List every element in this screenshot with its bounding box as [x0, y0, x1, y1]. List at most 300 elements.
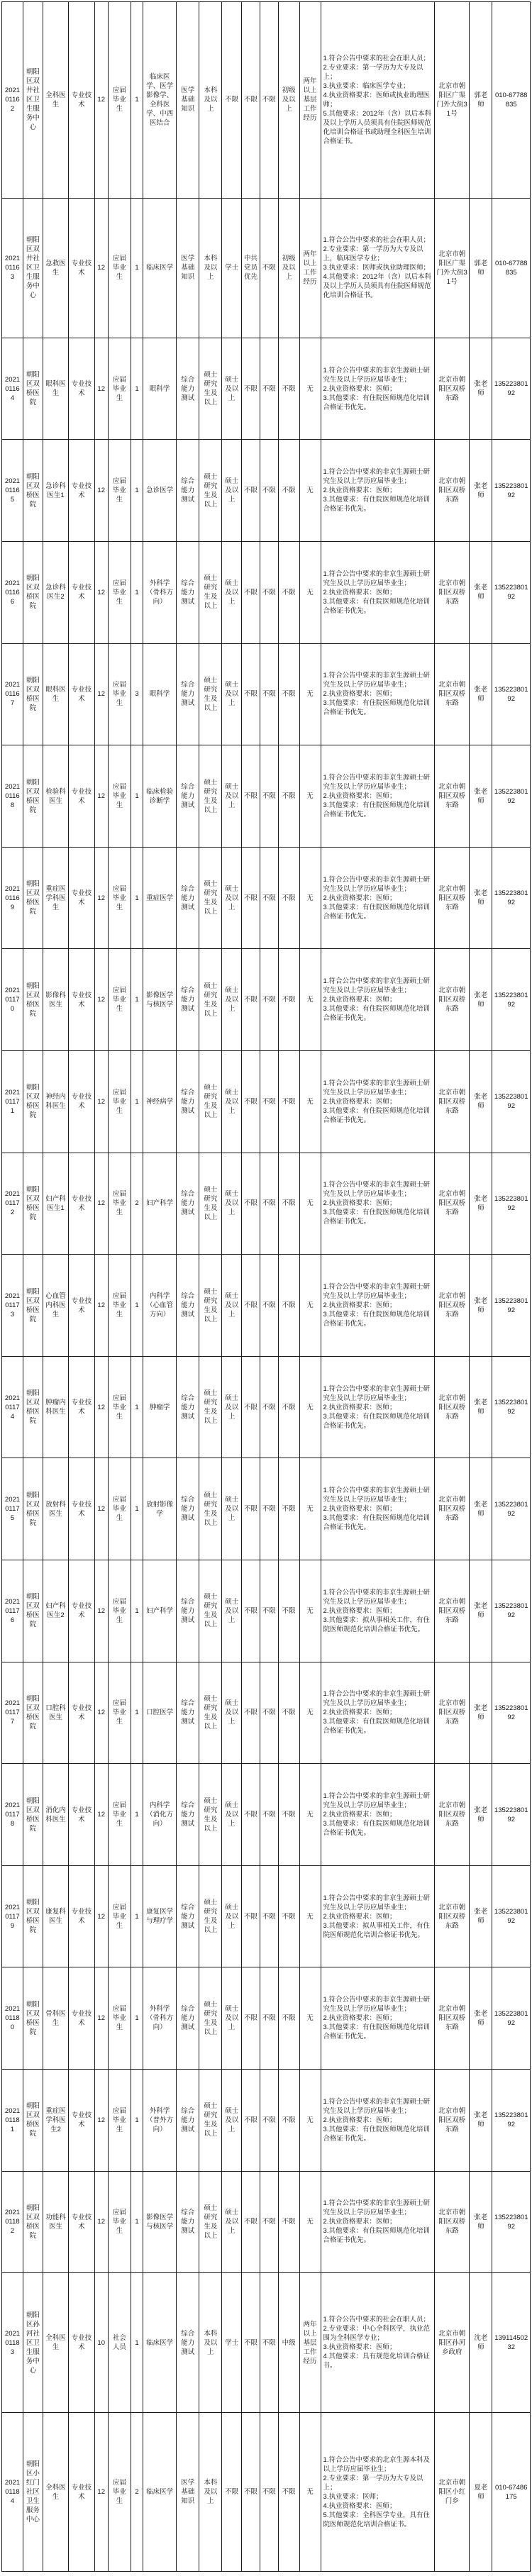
title-requirement: 不限 [278, 1255, 299, 1357]
position-level: 12 [94, 1967, 108, 2070]
interview-address: 北京市朝阳区双桥东路 [435, 949, 470, 1051]
degree-requirement: 不限 [222, 2413, 242, 2572]
position-name: 检验科医生 [43, 745, 68, 848]
other-condition: 无 [299, 2413, 321, 2572]
hiring-count: 1 [131, 2069, 143, 2171]
degree-requirement: 硕士及以上 [222, 2171, 242, 2273]
contact-phone: 13522380192 [492, 338, 531, 440]
other-condition: 两年以上基层工作经历 [299, 2, 321, 199]
age-requirement: 不限 [260, 2273, 278, 2413]
table-row [2, 847, 531, 949]
interview-address: 北京市朝阳区双桥东路 [435, 542, 470, 644]
candidate-source: 社会人员 [108, 2273, 131, 2413]
position-type: 专业技术 [69, 338, 94, 440]
requirement-line: 3.其他要求：有住院医师规范化培训合格证书优先。 [323, 801, 430, 819]
detailed-requirements [321, 1051, 435, 1153]
title-requirement: 不限 [278, 949, 299, 1051]
contact-phone: 010-67788835 [492, 2, 531, 199]
position-name: 神经内科医生 [43, 1051, 68, 1153]
politics-requirement: 不限 [242, 1051, 260, 1153]
position-name: 全科医生 [43, 2, 68, 199]
table-row [2, 1255, 531, 1357]
detailed-requirements [321, 2273, 435, 2413]
detailed-requirements [321, 1153, 435, 1255]
contact-phone: 010-67788835 [492, 198, 531, 338]
detailed-requirements [321, 1560, 435, 1662]
contact-person: 郭老师 [470, 198, 492, 338]
position-level: 10 [94, 2273, 108, 2413]
candidate-source: 应届毕业生 [108, 1051, 131, 1153]
contact-phone: 13522380192 [492, 1356, 531, 1458]
degree-requirement: 硕士及以上 [222, 542, 242, 644]
interview-address: 北京市朝阳区双桥东路 [435, 1865, 470, 1967]
other-condition: 两年以上基层工作经历 [299, 2273, 321, 2413]
other-condition: 无 [299, 1051, 321, 1153]
contact-person: 郭老师 [470, 2, 492, 199]
position-level: 12 [94, 2069, 108, 2171]
requirement-line: 3.其他要求：有住院医师规范化培训合格证书优先。 [323, 699, 430, 717]
exam-subject: 综合能力测试 [177, 1458, 199, 1560]
contact-phone: 13522380192 [492, 1255, 531, 1357]
requirement-line: 1.符合公告中要求的非京生源硕士研究生及以上学历应届毕业生； [323, 774, 430, 792]
education-requirement: 硕士研究生及以上 [199, 542, 222, 644]
other-condition: 无 [299, 338, 321, 440]
age-requirement: 不限 [260, 2, 278, 199]
contact-person: 张老师 [470, 440, 492, 542]
contact-phone: 13522380192 [492, 542, 531, 644]
degree-requirement: 硕士及以上 [222, 338, 242, 440]
age-requirement: 不限 [260, 1153, 278, 1255]
exam-subject: 综合能力测试 [177, 440, 199, 542]
politics-requirement: 不限 [242, 1764, 260, 1866]
contact-person: 张老师 [470, 1153, 492, 1255]
employer-unit: 朝阳区双桥医院 [23, 1255, 43, 1357]
table-row [2, 1967, 531, 2070]
title-requirement: 不限 [278, 745, 299, 848]
contact-phone: 13522380192 [492, 1662, 531, 1764]
detailed-requirements [321, 1764, 435, 1866]
title-requirement: 不限 [278, 440, 299, 542]
required-major: 急诊医学 [143, 440, 177, 542]
hiring-count: 1 [131, 847, 143, 949]
age-requirement: 不限 [260, 949, 278, 1051]
requirement-line: 2.执业资格要求：医师； [323, 1199, 397, 1208]
requirement-line: 2.专业要求：第一学历为大专及以上； [323, 63, 423, 81]
hiring-count: 1 [131, 745, 143, 848]
requirement-line: 2.执业资格要求：医师； [323, 588, 397, 596]
required-major: 外科学（普外方向） [143, 2069, 177, 2171]
position-level: 12 [94, 1051, 108, 1153]
position-type: 专业技术 [69, 1356, 94, 1458]
candidate-source: 应届毕业生 [108, 1356, 131, 1458]
interview-address: 北京市朝阳区双桥东路 [435, 2069, 470, 2171]
title-requirement: 不限 [278, 1967, 299, 2070]
candidate-source: 应届毕业生 [108, 643, 131, 745]
politics-requirement: 不限 [242, 949, 260, 1051]
position-code: 202101165 [2, 440, 23, 542]
detailed-requirements [321, 2413, 435, 2572]
position-level: 12 [94, 1255, 108, 1357]
requirement-line: 2.执业资格要求：医师； [323, 792, 397, 801]
table-row [2, 1560, 531, 1662]
position-name: 重症医学科医生2 [43, 2069, 68, 2171]
requirement-line: 4.其他要求：2012年（含）以后本科及以上学历人员须具有住院医师规范化培训合格证书。 [323, 273, 432, 300]
candidate-source: 应届毕业生 [108, 745, 131, 848]
contact-person: 张老师 [470, 949, 492, 1051]
title-requirement: 不限 [278, 542, 299, 644]
contact-person: 张老师 [470, 847, 492, 949]
table-row [2, 2069, 531, 2171]
contact-phone: 010-67486175 [492, 2413, 531, 2572]
hiring-count: 2 [131, 2413, 143, 2572]
contact-phone: 13522380192 [492, 2069, 531, 2171]
table-row [2, 440, 531, 542]
age-requirement: 不限 [260, 440, 278, 542]
requirement-line: 4.其他要求：具有规范化培训合格证书。 [323, 2353, 430, 2370]
position-code: 202101173 [2, 1255, 23, 1357]
hiring-count: 1 [131, 1255, 143, 1357]
position-code: 202101176 [2, 1560, 23, 1662]
required-major: 临床检验诊断学 [143, 745, 177, 848]
exam-subject: 综合能力测试 [177, 1255, 199, 1357]
other-condition: 无 [299, 1764, 321, 1866]
employer-unit: 朝阳区孙河社区卫生服务中心 [23, 2273, 43, 2413]
position-level: 12 [94, 1662, 108, 1764]
table-row [2, 2171, 531, 2273]
hiring-count: 1 [131, 338, 143, 440]
interview-address: 北京市朝阳区双桥东路 [435, 1051, 470, 1153]
other-condition: 无 [299, 1356, 321, 1458]
position-code: 202101168 [2, 745, 23, 848]
required-major: 重症医学 [143, 847, 177, 949]
required-major: 临床医学 [143, 2273, 177, 2413]
detailed-requirements [321, 1356, 435, 1458]
requirement-line: 2.执业资格要求：医师； [323, 384, 397, 393]
employer-unit: 朝阳区双桥医院 [23, 1865, 43, 1967]
contact-phone: 13522380192 [492, 1764, 531, 1866]
table-row [2, 949, 531, 1051]
exam-subject: 综合能力测试 [177, 2171, 199, 2273]
interview-address: 北京市朝阳区双桥东路 [435, 1560, 470, 1662]
position-type: 专业技术 [69, 2413, 94, 2572]
education-requirement: 硕士研究生及以上 [199, 847, 222, 949]
education-requirement: 硕士研究生及以上 [199, 1255, 222, 1357]
requirement-line: 3.其他要求：有住院医师规范化培训合格证书优先。 [323, 2125, 430, 2143]
exam-subject: 综合能力测试 [177, 338, 199, 440]
position-code: 202101170 [2, 949, 23, 1051]
hiring-count: 1 [131, 440, 143, 542]
candidate-source: 应届毕业生 [108, 542, 131, 644]
position-level: 12 [94, 643, 108, 745]
position-name: 放射科医生 [43, 1458, 68, 1560]
age-requirement: 不限 [260, 338, 278, 440]
interview-address: 北京市朝阳区双桥东路 [435, 1153, 470, 1255]
hiring-count: 1 [131, 198, 143, 338]
position-code: 202101163 [2, 198, 23, 338]
detailed-requirements [321, 1865, 435, 1967]
position-level: 12 [94, 1764, 108, 1866]
age-requirement: 不限 [260, 1764, 278, 1866]
position-type: 专业技术 [69, 2171, 94, 2273]
politics-requirement: 不限 [242, 2273, 260, 2413]
contact-phone: 13522380192 [492, 1865, 531, 1967]
position-code: 202101169 [2, 847, 23, 949]
contact-person: 张老师 [470, 338, 492, 440]
education-requirement: 本科及以上 [199, 2413, 222, 2572]
requirement-line: 4.执业资格要求：医师； [323, 2502, 397, 2510]
position-type: 专业技术 [69, 1967, 94, 2070]
hiring-count: 1 [131, 1764, 143, 1866]
required-major: 康复医学与理疗学 [143, 1865, 177, 1967]
detailed-requirements [321, 1458, 435, 1560]
age-requirement: 不限 [260, 1865, 278, 1967]
candidate-source: 应届毕业生 [108, 847, 131, 949]
position-type: 专业技术 [69, 542, 94, 644]
requirement-line: 3.其他要求：拟从事相关工作，有住院医师规范化培训合格证书优先。 [323, 1616, 430, 1633]
age-requirement: 不限 [260, 2413, 278, 2572]
position-type: 专业技术 [69, 745, 94, 848]
position-code: 202101164 [2, 338, 23, 440]
position-name: 全科医生 [43, 2413, 68, 2572]
requirement-line: 3.其他要求：有住院医师规范化培训合格证书优先。 [323, 496, 430, 513]
contact-person: 张老师 [470, 2171, 492, 2273]
candidate-source: 应届毕业生 [108, 1662, 131, 1764]
position-name: 重症医学科医生 [43, 847, 68, 949]
contact-phone: 13522380192 [492, 643, 531, 745]
hiring-count: 1 [131, 542, 143, 644]
other-condition: 无 [299, 1255, 321, 1357]
age-requirement: 不限 [260, 847, 278, 949]
employer-unit: 朝阳区双桥医院 [23, 440, 43, 542]
contact-person: 张老师 [470, 1967, 492, 2070]
candidate-source: 应届毕业生 [108, 1153, 131, 1255]
requirement-line: 1.符合公告中要求的社会在职人员； [323, 236, 430, 245]
other-condition: 无 [299, 745, 321, 848]
exam-subject: 综合能力测试 [177, 2069, 199, 2171]
position-name: 妇产科医生2 [43, 1560, 68, 1662]
hiring-count: 3 [131, 643, 143, 745]
exam-subject: 综合能力测试 [177, 643, 199, 745]
contact-phone: 13522380192 [492, 1458, 531, 1560]
required-major: 妇产科学 [143, 1560, 177, 1662]
position-name: 急诊科医生1 [43, 440, 68, 542]
candidate-source: 应届毕业生 [108, 2069, 131, 2171]
requirement-line: 1.符合公告中要求的非京生源硕士研究生及以上学历应届毕业生； [323, 2199, 430, 2217]
required-major: 外科学（骨科方向） [143, 542, 177, 644]
exam-subject: 综合能力测试 [177, 1865, 199, 1967]
detailed-requirements [321, 1967, 435, 2070]
education-requirement: 硕士研究生及以上 [199, 1764, 222, 1866]
age-requirement: 不限 [260, 1662, 278, 1764]
employer-unit: 朝阳区双桥医院 [23, 1662, 43, 1764]
detailed-requirements [321, 198, 435, 338]
age-requirement: 不限 [260, 745, 278, 848]
position-level: 12 [94, 745, 108, 848]
hiring-count: 1 [131, 1865, 143, 1967]
interview-address: 北京市朝阳区孙河乡政府 [435, 2273, 470, 2413]
other-condition: 两年以上工作经历 [299, 198, 321, 338]
position-level: 12 [94, 198, 108, 338]
employer-unit: 朝阳区双桥医院 [23, 745, 43, 848]
requirement-line: 1.符合公告中要求的非京生源硕士研究生及以上学历应届毕业生； [323, 1487, 430, 1504]
position-type: 专业技术 [69, 847, 94, 949]
position-code: 202101175 [2, 1458, 23, 1560]
contact-phone: 13522380192 [492, 2171, 531, 2273]
position-code: 202101177 [2, 1662, 23, 1764]
politics-requirement: 不限 [242, 1560, 260, 1662]
interview-address: 北京市朝阳区双桥东路 [435, 1356, 470, 1458]
position-level: 12 [94, 542, 108, 644]
contact-person: 张老师 [470, 542, 492, 644]
required-major: 影像医学与核医学 [143, 2171, 177, 2273]
position-type: 专业技术 [69, 2273, 94, 2413]
politics-requirement: 不限 [242, 2413, 260, 2572]
requirement-line: 1.符合公告中要求的非京生源硕士研究生及以上学历应届毕业生； [323, 1384, 430, 1402]
contact-person: 张老师 [470, 1356, 492, 1458]
employer-unit: 朝阳区双桥医院 [23, 2069, 43, 2171]
required-major: 妇产科学 [143, 1153, 177, 1255]
requirement-line: 1.符合公告中要求的非京生源硕士研究生及以上学历应届毕业生； [323, 1996, 430, 2014]
age-requirement: 不限 [260, 1051, 278, 1153]
requirement-line: 2.专业要求：第一学历为大专及以上； [323, 2474, 423, 2492]
detailed-requirements [321, 1255, 435, 1357]
requirement-line: 3.其他要求：有住院医师规范化培训合格证书优先。 [323, 1209, 430, 1226]
position-type: 专业技术 [69, 2069, 94, 2171]
contact-phone: 13522380192 [492, 1967, 531, 2070]
requirement-line: 3.其他要求：拟从事相关工作，有住院医师规范化培训合格证书优先。 [323, 1921, 430, 1939]
candidate-source: 应届毕业生 [108, 440, 131, 542]
position-type: 专业技术 [69, 643, 94, 745]
exam-subject: 综合能力测试 [177, 1560, 199, 1662]
education-requirement: 本科及以上 [199, 2, 222, 199]
requirement-line: 3.其他要求：有住院医师规范化培训合格证书优先。 [323, 1514, 430, 1532]
degree-requirement: 硕士及以上 [222, 1560, 242, 1662]
degree-requirement: 硕士及以上 [222, 1662, 242, 1764]
exam-subject: 综合能力测试 [177, 542, 199, 644]
education-requirement: 本科及以上 [199, 2273, 222, 2413]
table-row [2, 1662, 531, 1764]
title-requirement: 不限 [278, 1865, 299, 1967]
degree-requirement: 不限 [222, 2, 242, 199]
interview-address: 北京市朝阳区双桥东路 [435, 643, 470, 745]
education-requirement: 硕士研究生及以上 [199, 1153, 222, 1255]
requirement-line: 1.符合公告中要求的非京生源硕士研究生及以上学历应届毕业生； [323, 977, 430, 995]
interview-address: 北京市朝阳区双桥东路 [435, 338, 470, 440]
requirement-line: 3.其他要求：有住院医师规范化培训合格证书优先。 [323, 394, 430, 411]
candidate-source: 应届毕业生 [108, 1560, 131, 1662]
requirement-line: 2.执业资格要求：医师； [323, 1709, 397, 1717]
contact-person: 张老师 [470, 1458, 492, 1560]
interview-address: 北京市朝阳区双桥东路 [435, 1967, 470, 2070]
position-name: 康复科医生 [43, 1865, 68, 1967]
requirement-line: 1.符合公告中要求的非京生源硕士研究生及以上学历应届毕业生； [323, 1894, 430, 1911]
position-name: 骨科医生 [43, 1967, 68, 2070]
required-major: 临床医学 [143, 198, 177, 338]
politics-requirement: 不限 [242, 2, 260, 199]
contact-person: 张老师 [470, 745, 492, 848]
hiring-count: 1 [131, 1967, 143, 2070]
employer-unit: 朝阳区双井社区卫生服务中心 [23, 2, 43, 199]
education-requirement: 硕士研究生及以上 [199, 2171, 222, 2273]
interview-address: 北京市朝阳区双桥东路 [435, 745, 470, 848]
other-condition: 无 [299, 1560, 321, 1662]
position-type: 专业技术 [69, 1051, 94, 1153]
position-type: 专业技术 [69, 1458, 94, 1560]
interview-address: 北京市朝阳区双桥东路 [435, 440, 470, 542]
interview-address: 北京市朝阳区广渠门外大街31号 [435, 198, 470, 338]
candidate-source: 应届毕业生 [108, 2, 131, 199]
requirement-line: 2.执业资格要求：医师； [323, 1606, 397, 1615]
employer-unit: 朝阳区双桥医院 [23, 1051, 43, 1153]
detailed-requirements [321, 1662, 435, 1764]
requirement-line: 1.符合公告中要求的非京生源硕士研究生及以上学历应届毕业生； [323, 468, 430, 486]
requirement-line: 4.执业资格要求：医师或执业助理医师； [323, 91, 430, 109]
title-requirement: 初级及以上 [278, 198, 299, 338]
required-major: 影像医学与核医学 [143, 949, 177, 1051]
position-name: 妇产科医生1 [43, 1153, 68, 1255]
degree-requirement: 硕士及以上 [222, 1764, 242, 1866]
requirement-line: 3.其他要求：有住院医师规范化培训合格证书优先。 [323, 903, 430, 921]
position-level: 12 [94, 1865, 108, 1967]
requirement-line: 3.执业要求：医师； [323, 2492, 383, 2501]
degree-requirement: 硕士及以上 [222, 1458, 242, 1560]
requirement-line: 1.符合公告中要求的非京生源硕士研究生及以上学历应届毕业生； [323, 1181, 430, 1199]
politics-requirement: 不限 [242, 1255, 260, 1357]
position-name: 急救医生 [43, 198, 68, 338]
interview-address: 北京市朝阳区双桥东路 [435, 1255, 470, 1357]
table-row [2, 1458, 531, 1560]
employer-unit: 朝阳区双桥医院 [23, 1764, 43, 1866]
requirement-line: 3.执业资格要求：医师； [323, 2343, 397, 2352]
other-condition: 无 [299, 440, 321, 542]
exam-subject: 综合能力测试 [177, 1356, 199, 1458]
detailed-requirements [321, 745, 435, 848]
education-requirement: 硕士研究生及以上 [199, 1458, 222, 1560]
hiring-count: 1 [131, 1560, 143, 1662]
age-requirement: 不限 [260, 1255, 278, 1357]
position-name: 心血管内科医生 [43, 1255, 68, 1357]
position-level: 12 [94, 338, 108, 440]
requirement-line: 2.执业资格要求：医师； [323, 1403, 397, 1411]
age-requirement: 不限 [260, 1356, 278, 1458]
table-row [2, 643, 531, 745]
requirement-line: 3.其他要求：有住院医师规范化培训合格证书优先。 [323, 2023, 430, 2041]
contact-person: 张老师 [470, 643, 492, 745]
interview-address: 北京市朝阳区小红门乡 [435, 2413, 470, 2572]
employer-unit: 朝阳区双桥医院 [23, 1560, 43, 1662]
hiring-count: 1 [131, 2171, 143, 2273]
detailed-requirements [321, 949, 435, 1051]
exam-subject: 综合能力测试 [177, 1662, 199, 1764]
title-requirement: 初级及以上 [278, 2, 299, 199]
position-type: 专业技术 [69, 1662, 94, 1764]
required-major: 放射影像学 [143, 1458, 177, 1560]
exam-subject: 综合能力测试 [177, 1764, 199, 1866]
other-condition: 无 [299, 1865, 321, 1967]
candidate-source: 应届毕业生 [108, 1458, 131, 1560]
politics-requirement: 不限 [242, 2069, 260, 2171]
interview-address: 北京市朝阳区广渠门外大街31号 [435, 2, 470, 199]
requirement-line: 5.其他要求：2012年（含）以后本科及以上学历人员须具有住院医师规范化培训合格证书或助理全科医生培训合格证书。 [323, 109, 432, 145]
title-requirement: 不限 [278, 1764, 299, 1866]
other-condition: 无 [299, 1662, 321, 1764]
requirement-line: 3.其他要求：有住院医师规范化培训合格证书优先。 [323, 1820, 430, 1837]
position-code: 202101174 [2, 1356, 23, 1458]
education-requirement: 硕士研究生及以上 [199, 338, 222, 440]
requirement-line: 3.其他要求：有住院医师规范化培训合格证书优先。 [323, 1718, 430, 1736]
degree-requirement: 硕士及以上 [222, 643, 242, 745]
hiring-count: 1 [131, 1458, 143, 1560]
